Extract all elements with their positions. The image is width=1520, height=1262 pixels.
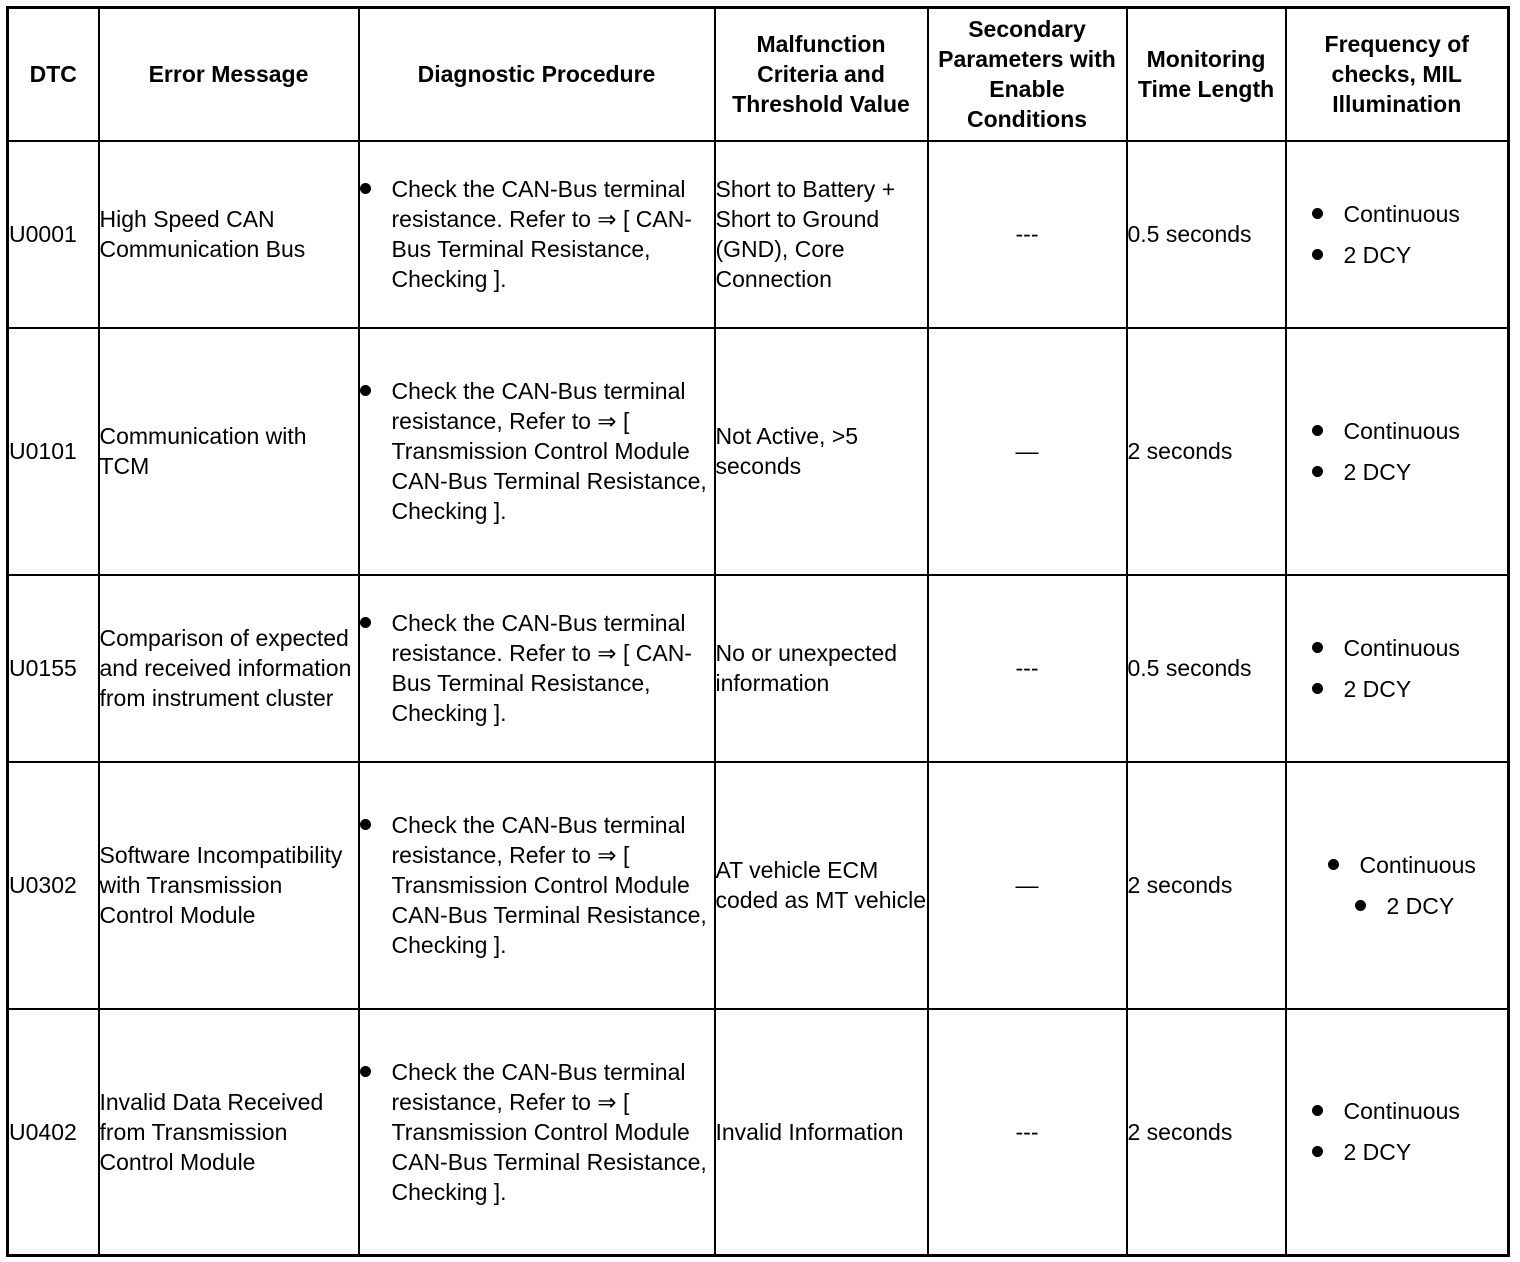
frequency-cell <box>1286 328 1509 575</box>
frequency-text: 2 DCY <box>1343 1139 1412 1166</box>
procedure-text: Check the CAN-Bus terminal resistance. Refer to ⇒ [ CAN-Bus Terminal Resistance, Checking ]. <box>391 610 692 726</box>
dtc-code: U0402 <box>8 1009 99 1256</box>
secondary-parameters: — <box>928 328 1127 575</box>
bullet-icon <box>1312 1105 1323 1116</box>
table-row <box>8 762 1509 1009</box>
frequency-text: Continuous <box>1343 417 1460 444</box>
header-diagnostic-procedure: Diagnostic Procedure <box>359 8 715 141</box>
procedure-item <box>360 174 714 294</box>
procedure-item <box>360 1057 714 1207</box>
bullet-icon <box>1355 900 1366 911</box>
monitoring-time: 0.5 seconds <box>1127 141 1286 328</box>
header-malfunction-criteria: Malfunction Criteria and Threshold Value <box>715 8 928 141</box>
frequency-cell <box>1286 575 1509 762</box>
dtc-code: U0101 <box>8 328 99 575</box>
error-message: Comparison of expected and received information from instrument cluster <box>99 575 359 762</box>
table-header <box>8 8 1509 141</box>
frequency-text: Continuous <box>1343 634 1460 661</box>
procedure-item <box>360 376 714 526</box>
frequency-item <box>1312 240 1508 270</box>
frequency-cell <box>1286 141 1509 328</box>
frequency-text: Continuous <box>1343 200 1460 227</box>
bullet-icon <box>1312 642 1323 653</box>
bullet-icon <box>360 183 371 194</box>
frequency-item <box>1312 457 1508 487</box>
header-secondary-parameters: Secondary Parameters with Enable Conditions <box>928 8 1127 141</box>
table-row <box>8 1009 1509 1256</box>
diagnostic-procedure <box>359 141 715 328</box>
bullet-icon <box>1312 249 1323 260</box>
procedure-item <box>360 608 714 728</box>
frequency-list <box>1287 199 1508 270</box>
bullet-icon <box>1312 208 1323 219</box>
frequency-text: 2 DCY <box>1343 241 1412 268</box>
dtc-code: U0155 <box>8 575 99 762</box>
diagnostic-procedure <box>359 762 715 1009</box>
bullet-icon <box>1328 859 1339 870</box>
bullet-icon <box>1312 1146 1323 1157</box>
frequency-item <box>1312 1137 1508 1167</box>
frequency-text: 2 DCY <box>1386 892 1455 919</box>
malfunction-criteria: No or unexpected information <box>715 575 928 762</box>
secondary-parameters: — <box>928 762 1127 1009</box>
header-frequency: Frequency of checks, MIL Illumination <box>1286 8 1509 141</box>
secondary-parameters: --- <box>928 1009 1127 1256</box>
header-row <box>8 8 1509 141</box>
error-message: Invalid Data Received from Transmission Control Module <box>99 1009 359 1256</box>
table-body <box>8 141 1509 1256</box>
dtc-table <box>6 6 1510 1257</box>
dtc-code: U0302 <box>8 762 99 1009</box>
bullet-icon <box>1312 466 1323 477</box>
diagnostic-procedure <box>359 1009 715 1256</box>
bullet-icon <box>360 1066 371 1077</box>
header-error-message: Error Message <box>99 8 359 141</box>
frequency-item <box>1312 416 1508 446</box>
table-row <box>8 575 1509 762</box>
frequency-item <box>1312 1096 1508 1126</box>
diagnostic-procedure <box>359 328 715 575</box>
secondary-parameters: --- <box>928 141 1127 328</box>
procedure-text: Check the CAN-Bus terminal resistance, Refer to ⇒ [ Transmission Control Module CAN-Bus Terminal Resistance, Checking ]. <box>391 812 707 958</box>
bullet-icon <box>360 385 371 396</box>
monitoring-time: 2 seconds <box>1127 762 1286 1009</box>
monitoring-time: 2 seconds <box>1127 328 1286 575</box>
malfunction-criteria: Short to Battery + Short to Ground (GND), Core Connection <box>715 141 928 328</box>
frequency-text: Continuous <box>1359 851 1476 878</box>
dtc-code: U0001 <box>8 141 99 328</box>
procedure-item <box>360 810 714 960</box>
monitoring-time: 2 seconds <box>1127 1009 1286 1256</box>
frequency-list <box>1287 633 1508 704</box>
frequency-item <box>1328 850 1508 880</box>
frequency-item <box>1312 633 1508 663</box>
frequency-text: Continuous <box>1343 1098 1460 1125</box>
procedure-text: Check the CAN-Bus terminal resistance, Refer to ⇒ [ Transmission Control Module CAN-Bus Terminal Resistance, Checking ]. <box>391 1058 707 1205</box>
procedure-text: Check the CAN-Bus terminal resistance, Refer to ⇒ [ Transmission Control Module CAN-Bus Terminal Resistance, Checking ]. <box>391 378 707 524</box>
bullet-icon <box>360 819 371 830</box>
frequency-cell <box>1286 762 1509 1009</box>
frequency-list <box>1287 850 1508 921</box>
frequency-cell <box>1286 1009 1509 1256</box>
malfunction-criteria: Invalid Information <box>715 1009 928 1256</box>
error-message: High Speed CAN Communication Bus <box>99 141 359 328</box>
frequency-list <box>1287 1096 1508 1167</box>
monitoring-time: 0.5 seconds <box>1127 575 1286 762</box>
malfunction-criteria: AT vehicle ECM coded as MT vehicle <box>715 762 928 1009</box>
frequency-item <box>1355 891 1508 921</box>
header-monitoring-time: Monitoring Time Length <box>1127 8 1286 141</box>
frequency-item <box>1312 199 1508 229</box>
diagnostic-procedure <box>359 575 715 762</box>
frequency-item <box>1312 674 1508 704</box>
malfunction-criteria: Not Active, >5 seconds <box>715 328 928 575</box>
procedure-text: Check the CAN-Bus terminal resistance. Refer to ⇒ [ CAN-Bus Terminal Resistance, Checking ]. <box>391 176 692 292</box>
bullet-icon <box>360 617 371 628</box>
secondary-parameters: --- <box>928 575 1127 762</box>
table-row <box>8 141 1509 328</box>
frequency-text: 2 DCY <box>1343 675 1412 702</box>
bullet-icon <box>1312 683 1323 694</box>
bullet-icon <box>1312 425 1323 436</box>
error-message: Software Incompatibility with Transmission Control Module <box>99 762 359 1009</box>
table-row <box>8 328 1509 575</box>
error-message: Communication with TCM <box>99 328 359 575</box>
header-dtc: DTC <box>8 8 99 141</box>
frequency-list <box>1287 416 1508 487</box>
frequency-text: 2 DCY <box>1343 458 1412 485</box>
